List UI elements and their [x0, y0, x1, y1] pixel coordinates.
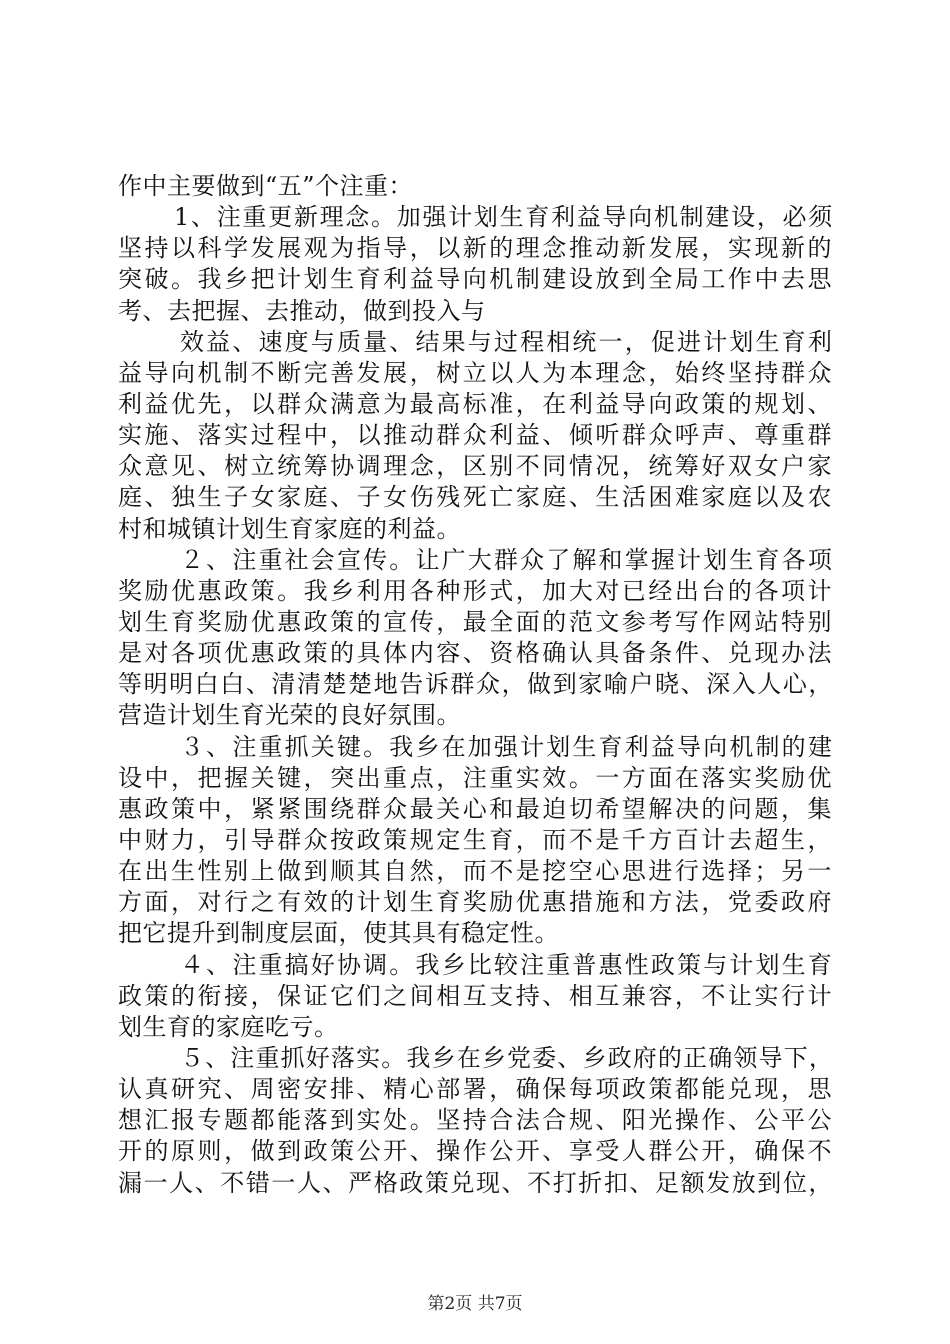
text-line: 利益优先，以群众满意为最高标准，在利益导向政策的规划、 [118, 389, 834, 418]
text-line: 益导向机制不断完善发展，树立以人为本理念，始终坚持群众 [118, 358, 834, 387]
text-line: 村和城镇计划生育家庭的利益。 [118, 514, 461, 543]
text-line: ３、注重抓关键。我乡在加强计划生育利益导向机制的建 [180, 732, 834, 761]
text-line: 等明明白白、清清楚楚地告诉群众，做到家喻户晓、深入人心， [118, 670, 834, 699]
text-line: 把它提升到制度层面，使其具有稳定性。 [118, 919, 559, 948]
text-line: 坚持以科学发展观为指导，以新的理念推动新发展，实现新的 [118, 234, 834, 263]
text-line: 设中，把握关键，突出重点，注重实效。一方面在落实奖励优 [118, 763, 834, 792]
text-line: 奖励优惠政策。我乡利用各种形式，加大对已经出台的各项计 [118, 576, 834, 605]
text-line: 作中主要做到“五”个注重： [118, 172, 414, 200]
text-line: 划生育的家庭吃亏。 [118, 1012, 339, 1041]
text-line: 想汇报专题都能落到实处。坚持合法合规、阳光操作、公平公 [118, 1106, 834, 1135]
text-line: 认真研究、周密安排、精心部署，确保每项政策都能兑现，思 [118, 1075, 834, 1104]
text-line: 考、去把握、去推动，做到投入与 [118, 296, 486, 325]
text-line: 划生育奖励优惠政策的宣传，最全面的范文参考写作网站特别 [118, 607, 834, 636]
text-line: 开的原则，做到政策公开、操作公开、享受人群公开，确保不 [118, 1137, 834, 1166]
text-line: ５、注重抓好落实。我乡在乡党委、乡政府的正确领导下， [180, 1043, 834, 1072]
text-line: 庭、独生子女家庭、子女伤残死亡家庭、生活困难家庭以及农 [118, 483, 834, 512]
text-line: 是对各项优惠政策的具体内容、资格确认具备条件、兑现办法 [118, 639, 834, 668]
text-line: 实施、落实过程中，以推动群众利益、倾听群众呼声、尊重群 [118, 421, 834, 450]
text-line: 政策的衔接，保证它们之间相互支持、相互兼容，不让实行计 [118, 981, 834, 1010]
text-line: 惠政策中，紧紧围绕群众最关心和最迫切希望解决的问题，集 [118, 794, 834, 823]
text-line: 众意见、树立统筹协调理念，区别不同情况，统筹好双女户家 [118, 452, 834, 481]
text-line: 营造计划生育光荣的良好氛围。 [118, 701, 461, 730]
page-footer: 第2页 共7页 [427, 1294, 523, 1314]
text-line: 中财力，引导群众按政策规定生育，而不是千方百计去超生， [118, 825, 834, 854]
text-line: ２、注重社会宣传。让广大群众了解和掌握计划生育各项 [180, 545, 834, 574]
text-line: 效益、速度与质量、结果与过程相统一，促进计划生育利 [180, 327, 834, 356]
document-body [118, 171, 834, 1199]
text-line: ４、注重搞好协调。我乡比较注重普惠性政策与计划生育 [180, 950, 834, 979]
text-line: 漏一人、不错一人、严格政策兑现、不打折扣、足额发放到位， [118, 1168, 834, 1197]
text-line: 在出生性别上做到顺其自然，而不是挖空心思进行选择；另一 [118, 857, 834, 886]
text-line: 方面，对行之有效的计划生育奖励优惠措施和方法，党委政府 [118, 888, 834, 917]
text-line: 1、注重更新理念。加强计划生育利益导向机制建设，必须 [174, 203, 834, 232]
text-line: 突破。我乡把计划生育利益导向机制建设放到全局工作中去思 [118, 265, 834, 294]
